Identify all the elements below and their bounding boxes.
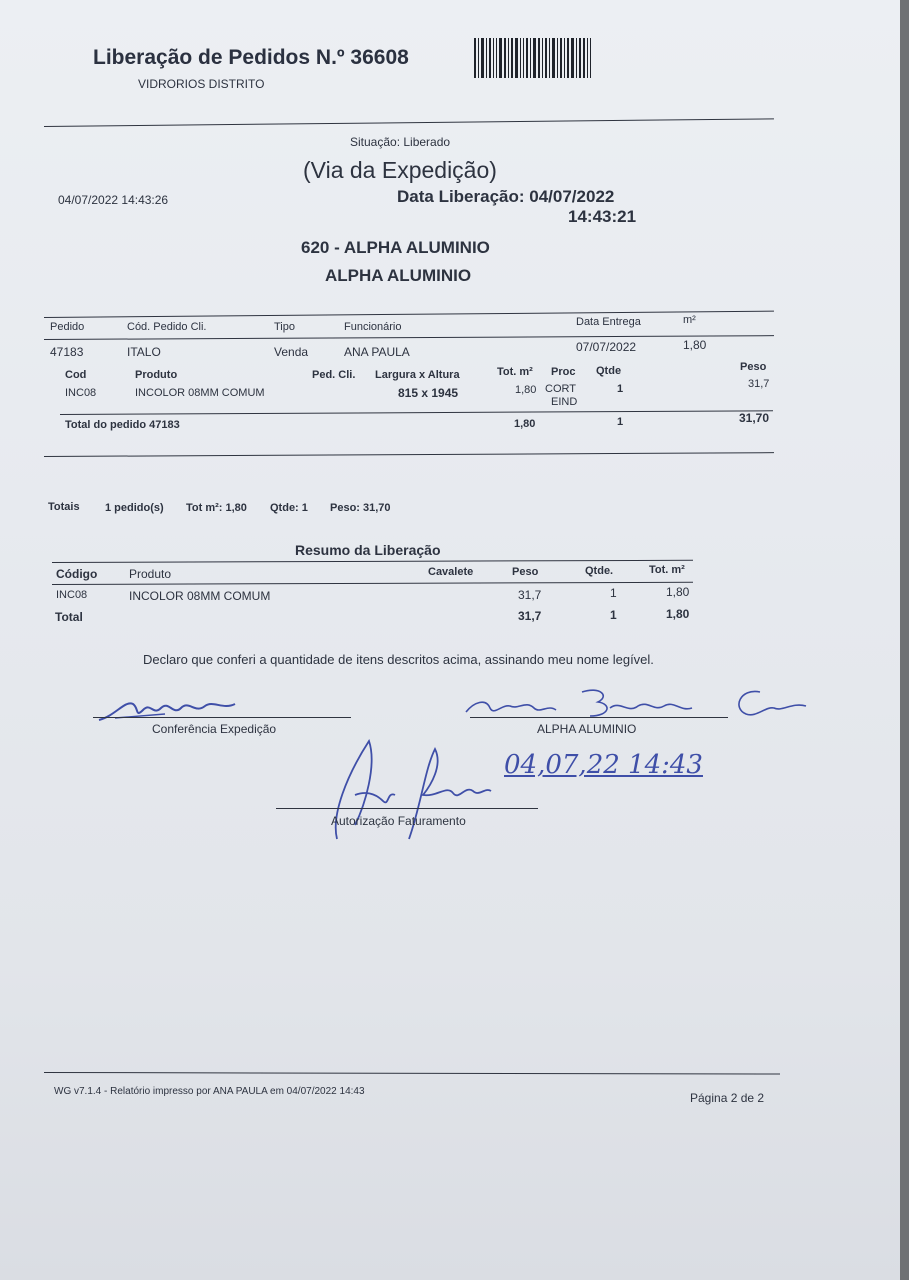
- summary-qtde: 1: [610, 586, 617, 600]
- summary-total-qtde: 1: [610, 608, 617, 622]
- divider: [60, 410, 773, 415]
- summary-col-cavalete: Cavalete: [428, 566, 474, 578]
- client-code-name: 620 - ALPHA ALUMINIO: [301, 238, 490, 257]
- totals-pedidos: 1 pedido(s): [105, 502, 164, 514]
- conferencia-label: Conferência Expedição: [152, 722, 277, 736]
- item-qtde: 1: [617, 383, 624, 395]
- summary-col-codigo: Código: [56, 567, 98, 581]
- signature-line: [276, 808, 538, 809]
- item-col-ped-cli: Ped. Cli.: [312, 369, 356, 381]
- item-col-proc: Proc: [551, 366, 576, 378]
- summary-col-peso: Peso: [512, 566, 539, 578]
- item-tot-m2: 1,80: [515, 384, 537, 396]
- order-total-qtde: 1: [617, 416, 624, 428]
- divider: [44, 311, 774, 318]
- summary-col-tot-m2: Tot. m²: [649, 564, 685, 576]
- summary-title: Resumo da Liberação: [295, 542, 441, 558]
- handwritten-date: 04,07,22 14:43: [504, 750, 703, 780]
- item-produto: INCOLOR 08MM COMUM: [135, 387, 265, 399]
- divider: [44, 118, 774, 127]
- item-cod: INC08: [65, 387, 97, 399]
- summary-total-label: Total: [55, 610, 83, 624]
- item-col-largura-altura: Largura x Altura: [375, 369, 460, 381]
- item-col-qtde: Qtde: [596, 365, 622, 377]
- signature-line: [93, 717, 351, 718]
- footer-report-info: WG v7.1.4 - Relatório impresso por ANA PAULA em 04/07/2022 14:43: [54, 1086, 365, 1097]
- situation-text: Situação: Liberado: [350, 135, 451, 149]
- totals-qtde: Qtde: 1: [270, 502, 308, 514]
- item-col-tot-m2: Tot. m²: [497, 366, 533, 378]
- summary-peso: 31,7: [518, 588, 542, 602]
- alpha-label: ALPHA ALUMINIO: [537, 722, 637, 736]
- autorizacao-label: Autorização Faturamento: [331, 814, 466, 828]
- order-total-label: Total do pedido 47183: [65, 419, 180, 431]
- col-cod-pedido-cli: Cód. Pedido Cli.: [127, 321, 207, 333]
- totals-m2: Tot m²: 1,80: [186, 502, 247, 514]
- item-dimensoes: 815 x 1945: [398, 386, 459, 400]
- col-m2: m²: [683, 314, 696, 326]
- page-number: Página 2 de 2: [690, 1091, 765, 1105]
- col-pedido: Pedido: [50, 321, 85, 333]
- totals-peso: Peso: 31,70: [330, 502, 391, 514]
- item-proc-cort: CORT: [545, 383, 576, 395]
- print-datetime: 04/07/2022 14:43:26: [58, 193, 169, 207]
- order-data-entrega: 07/07/2022: [576, 340, 637, 354]
- order-funcionario: ANA PAULA: [344, 345, 410, 359]
- via-title: (Via da Expedição): [303, 157, 497, 183]
- divider: [52, 560, 693, 563]
- summary-col-produto: Produto: [129, 567, 172, 581]
- declaration-text: Declaro que conferi a quantidade de itens descritos acima, assinando meu nome legível.: [143, 652, 654, 667]
- order-m2: 1,80: [683, 338, 707, 352]
- summary-produto: INCOLOR 08MM COMUM: [129, 589, 271, 603]
- summary-codigo: INC08: [56, 589, 88, 601]
- release-date: Data Liberação: 04/07/2022: [397, 187, 615, 206]
- release-time: 14:43:21: [568, 207, 637, 226]
- col-data-entrega: Data Entrega: [576, 316, 641, 328]
- totals-label: Totais: [48, 501, 80, 513]
- page-title: Liberação de Pedidos N.º 36608: [93, 46, 409, 69]
- divider: [52, 582, 693, 585]
- summary-total-peso: 31,7: [518, 609, 542, 623]
- summary-total-tot-m2: 1,80: [666, 607, 690, 621]
- order-pedido: 47183: [50, 345, 84, 359]
- col-tipo: Tipo: [274, 321, 295, 333]
- order-cod-pedido-cli: ITALO: [127, 345, 161, 359]
- summary-col-qtde: Qtde.: [585, 565, 614, 577]
- item-col-produto: Produto: [135, 369, 178, 381]
- barcode: [474, 38, 602, 78]
- col-funcionario: Funcionário: [344, 321, 402, 333]
- item-proc-eind: EIND: [551, 396, 578, 408]
- signature-autorizacao: [325, 735, 495, 845]
- summary-tot-m2: 1,80: [666, 585, 690, 599]
- client-name: ALPHA ALUMINIO: [325, 266, 472, 285]
- signature-line: [470, 717, 728, 718]
- item-col-cod: Cod: [65, 369, 87, 381]
- order-total-peso: 31,70: [739, 411, 770, 425]
- order-tipo: Venda: [274, 345, 309, 359]
- divider: [44, 335, 774, 340]
- footer-divider: [44, 1072, 780, 1075]
- company-name: VIDRORIOS DISTRITO: [138, 77, 265, 91]
- order-total-m2: 1,80: [514, 418, 536, 430]
- item-col-peso: Peso: [740, 361, 767, 373]
- item-peso: 31,7: [748, 378, 770, 390]
- signature-conferencia: [95, 690, 255, 726]
- divider: [44, 452, 774, 457]
